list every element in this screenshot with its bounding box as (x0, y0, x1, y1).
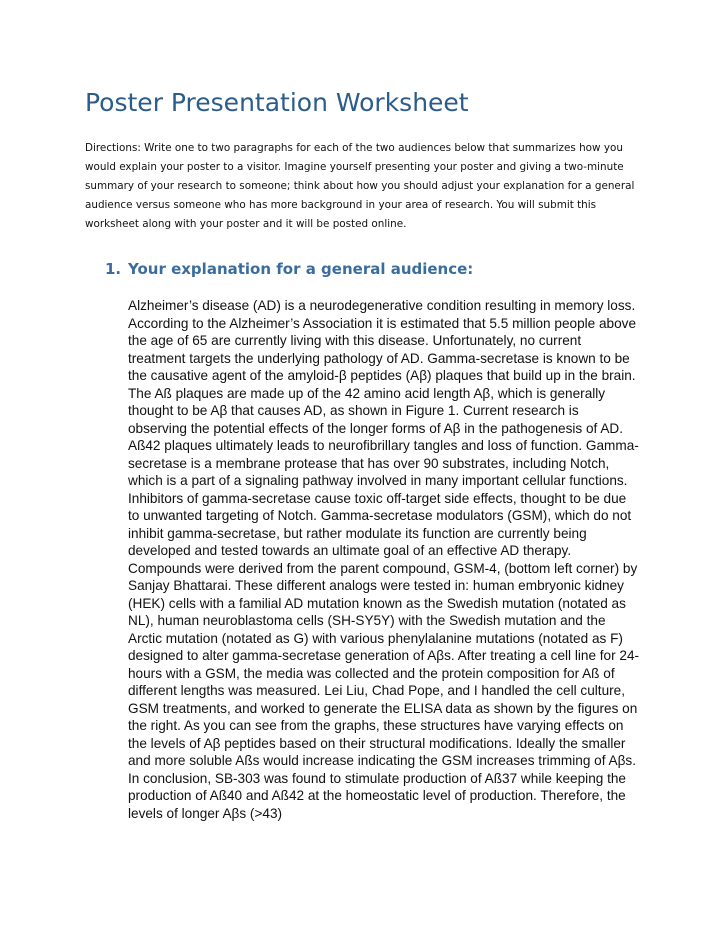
section-number: 1. (105, 260, 122, 278)
page-title: Poster Presentation Worksheet (85, 88, 469, 117)
section-heading-text: Your explanation for a general audience: (128, 260, 474, 278)
section-heading-general-audience (105, 258, 473, 280)
general-audience-explanation: Alzheimer’s disease (AD) is a neurodegenerative condition resulting in memory loss. According to the Alzheimer’s Association it is estimated that 5.5 million people above the age of 65 are currently living with this disease. Unfortunately, no current treatment targets the underlying pathology of AD. Gamma-secretase is known to be the causative agent of the amyloid-β peptides (Aβ) plaques that build up in the brain. The Aß plaques are made up of the 42 amino acid length Aβ, which is generally thought to be Aβ that causes AD, as shown in Figure 1. Current research is observing the potential effects of the longer forms of Aβ in the pathogenesis of AD. Aß42 plaques ultimately leads to neurofibrillary tangles and loss of function. Gamma-secretase is a membrane protease that has over 90 substrates, including Notch, which is a part of a signaling pathway involved in many important cellular functions. Inhibitors of gamma-secretase cause toxic off-target side effects, thought to be due to unwanted targeting of Notch. Gamma-secretase modulators (GSM), which do not inhibit gamma-secretase, but rather modulate its function are currently being developed and tested towards an ultimate goal of an effective AD therapy. Compounds were derived from the parent compound, GSM-4, (bottom left corner) by Sanjay Bhattarai. These different analogs were tested in: human embryonic kidney (HEK) cells with a familial AD mutation known as the Swedish mutation (notated as NL), human neuroblastoma cells (SH-SY5Y) with the Swedish mutation and the Arctic mutation (notated as G) with various phenylalanine mutations (notated as F) designed to alter gamma-secretase generation of Aβs. After treating a cell line for 24-hours with a GSM, the media was collected and the protein composition for Aß of different lengths was measured. Lei Liu, Chad Pope, and I handled the cell culture, GSM treatments, and worked to generate the ELISA data as shown by the figures on the right. As you can see from the graphs, these structures have varying effects on the levels of Aβ peptides based on their structural modifications. Ideally the smaller and more soluble Aßs would increase indicating the GSM increases trimming of Aβs. In conclusion, SB-303 was found to stimulate production of Aß37 while keeping the production of Aß40 and Aß42 at the homeostatic level of production. Therefore, the levels of longer Aβs (>43) (128, 298, 640, 821)
directions-paragraph: Directions: Write one to two paragraphs for each of the two audiences below that summarizes how you would explain your poster to a visitor. Imagine yourself presenting your poster and giving a two-minute summary of your research to someone; think about how you should adjust your explanation for a general audience versus someone who has more background in your area of research. You will submit this worksheet along with your poster and it will be posted online. (85, 142, 635, 230)
